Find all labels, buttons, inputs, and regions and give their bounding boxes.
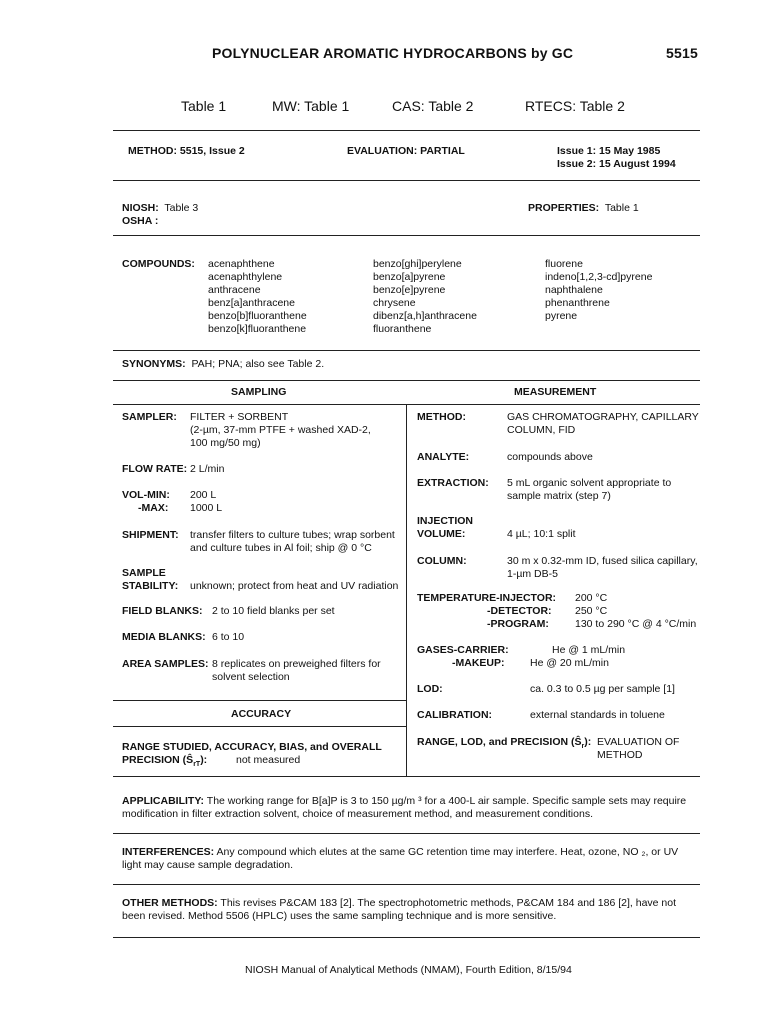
compound-item: benzo[b]fluoranthene xyxy=(208,310,307,322)
area-samples-label: AREA SAMPLES: xyxy=(122,658,209,670)
measurement-heading: MEASUREMENT xyxy=(514,386,597,398)
compounds-column-3 xyxy=(545,258,652,323)
precision-label: PRECISION (Ŝ xyxy=(122,754,194,766)
divider xyxy=(113,776,700,777)
sampler-line: 100 mg/50 mg) xyxy=(190,437,261,449)
extraction-line: sample matrix (step 7) xyxy=(507,490,611,502)
compound-item: acenaphthylene xyxy=(208,271,283,283)
field-blanks-value: 2 to 10 field blanks per set xyxy=(212,605,335,617)
sampling-heading: SAMPLING xyxy=(231,386,287,398)
lod-label: LOD: xyxy=(417,683,443,695)
sampler-line: FILTER + SORBENT xyxy=(190,411,289,423)
applicability-label: APPLICABILITY: xyxy=(122,795,205,807)
rlp-close: ): xyxy=(584,736,592,748)
vol-min-label: VOL-MIN: xyxy=(122,489,170,501)
document-title: POLYNUCLEAR AROMATIC HYDROCARBONS by GC xyxy=(212,45,574,61)
precision-subscript: rT xyxy=(193,761,201,769)
divider xyxy=(113,726,406,727)
temp-detector-value: 250 °C xyxy=(575,605,608,617)
gases-carrier-value: He @ 1 mL/min xyxy=(552,644,626,656)
compound-item: chrysene xyxy=(373,297,416,309)
compound-item: fluoranthene xyxy=(373,323,432,335)
issue-2-date: Issue 2: 15 August 1994 xyxy=(557,158,676,170)
method-line: GAS CHROMATOGRAPHY, CAPILLARY xyxy=(507,411,699,423)
interferences xyxy=(122,846,694,872)
id-cas: CAS: Table 2 xyxy=(392,98,474,114)
analyte-label: ANALYTE: xyxy=(417,451,470,463)
rlp-line: METHOD xyxy=(597,749,643,761)
gases-makeup-label: -MAKEUP: xyxy=(452,657,505,669)
osha-label: OSHA : xyxy=(122,215,159,227)
divider xyxy=(113,380,700,381)
vol-max-value: 1000 L xyxy=(190,502,223,514)
properties-value: Table 1 xyxy=(604,202,639,214)
flow-rate-value: 2 L/min xyxy=(190,463,225,475)
compound-item: benzo[e]pyrene xyxy=(373,284,446,296)
stability-label-1: SAMPLE xyxy=(122,567,166,579)
method-issue: METHOD: 5515, Issue 2 xyxy=(128,145,245,157)
compound-item: fluorene xyxy=(545,258,583,270)
applicability-text: The working range for B[a]P is 3 to 150 µg/m ³ for a 400-L air sample. Specific sample sets may require modification in filter extraction solvent, choice of measurement method, and measurement conditions. xyxy=(122,795,687,820)
divider xyxy=(113,884,700,885)
compound-item: benzo[k]fluoranthene xyxy=(208,323,307,335)
compound-item: benz[a]anthracene xyxy=(208,297,295,309)
niosh-label: NIOSH: xyxy=(122,202,159,214)
field-blanks-label: FIELD BLANKS: xyxy=(122,605,203,617)
area-samples-line: solvent selection xyxy=(212,671,290,683)
column-value xyxy=(507,555,698,581)
vol-min-value: 200 L xyxy=(190,489,217,501)
temp-injector-label: TEMPERATURE-INJECTOR: xyxy=(417,592,557,604)
compound-item: acenaphthene xyxy=(208,258,275,270)
synonyms xyxy=(122,358,324,371)
synonyms-value: PAH; PNA; also see Table 2. xyxy=(191,358,325,370)
method-line: COLUMN, FID xyxy=(507,424,576,436)
area-samples-value xyxy=(212,658,381,684)
extraction-label: EXTRACTION: xyxy=(417,477,489,489)
flow-rate xyxy=(122,463,224,476)
sampler-line: (2-µm, 37-mm PTFE + washed XAD-2, xyxy=(190,424,371,436)
precision-row xyxy=(122,754,207,771)
id-rtecs: RTECS: Table 2 xyxy=(525,98,625,114)
sampler-label: SAMPLER: xyxy=(122,411,177,423)
compounds-label: COMPOUNDS: xyxy=(122,258,195,270)
calibration-label: CALIBRATION: xyxy=(417,709,493,721)
synonyms-label: SYNONYMS: xyxy=(122,358,186,370)
shipment-line: transfer filters to culture tubes; wrap sorbent xyxy=(190,529,395,541)
range-lod-precision xyxy=(417,736,591,753)
interferences-label: INTERFERENCES: xyxy=(122,846,215,858)
shipment-label: SHIPMENT: xyxy=(122,529,179,541)
gases-carrier-label: GASES-CARRIER: xyxy=(417,644,509,656)
rlp-value xyxy=(597,736,679,762)
compound-item: anthracene xyxy=(208,284,261,296)
method-number: 5515 xyxy=(666,45,698,61)
niosh-limit xyxy=(122,202,198,215)
calibration-value: external standards in toluene xyxy=(530,709,665,721)
rlp-subscript: r xyxy=(581,743,585,751)
temp-program-value: 130 to 290 °C @ 4 °C/min xyxy=(575,618,697,630)
extraction-line: 5 mL organic solvent appropriate to xyxy=(507,477,672,489)
footer-text: NIOSH Manual of Analytical Methods (NMAM), Fourth Edition, 8/15/94 xyxy=(245,964,572,976)
temp-program-label: -PROGRAM: xyxy=(487,618,549,630)
media-blanks-value: 6 to 10 xyxy=(212,631,245,643)
divider xyxy=(113,937,700,938)
compound-item: indeno[1,2,3-cd]pyrene xyxy=(545,271,653,283)
extraction-value xyxy=(507,477,671,503)
other-methods-label: OTHER METHODS: xyxy=(122,897,218,909)
divider xyxy=(113,833,700,834)
stability-label-2: STABILITY: xyxy=(122,580,179,592)
injection-label-2: VOLUME: xyxy=(417,528,466,540)
accuracy-heading: ACCURACY xyxy=(231,708,292,720)
temp-injector-value: 200 °C xyxy=(575,592,608,604)
method-value xyxy=(507,411,699,437)
lod-value: ca. 0.3 to 0.5 µg per sample [1] xyxy=(530,683,675,695)
niosh-value: Table 3 xyxy=(164,202,199,214)
compound-item: benzo[ghi]perylene xyxy=(373,258,462,270)
divider xyxy=(113,130,700,131)
injection-label-1: INJECTION xyxy=(417,515,474,527)
temp-detector-label: -DETECTOR: xyxy=(487,605,552,617)
shipment-value xyxy=(190,529,395,555)
shipment-line: and culture tubes in Al foil; ship @ 0 °C xyxy=(190,542,372,554)
range-studied-label: RANGE STUDIED, ACCURACY, BIAS, and OVERALL xyxy=(122,741,382,753)
properties xyxy=(528,202,639,215)
area-samples-line: 8 replicates on preweighed filters for xyxy=(212,658,381,670)
id-mw: MW: Table 1 xyxy=(272,98,350,114)
compounds-column-2 xyxy=(373,258,477,336)
divider xyxy=(113,180,700,181)
evaluation: EVALUATION: PARTIAL xyxy=(347,145,465,157)
compound-item: pyrene xyxy=(545,310,578,322)
column-divider xyxy=(406,404,407,776)
precision-value: not measured xyxy=(236,754,301,766)
compound-item: benzo[a]pyrene xyxy=(373,271,446,283)
divider xyxy=(113,700,406,701)
column-line: 1-µm DB-5 xyxy=(507,568,558,580)
issue-1-date: Issue 1: 15 May 1985 xyxy=(557,145,661,157)
stability-value: unknown; protect from heat and UV radiation xyxy=(190,580,399,592)
compound-item: phenanthrene xyxy=(545,297,610,309)
other-methods-text: This revises P&CAM 183 [2]. The spectrophotometric methods, P&CAM 184 and 186 [2], have not been revised. Method 5506 (HPLC) uses the same sampling technique and is more sensitive. xyxy=(122,897,677,922)
column-label: COLUMN: xyxy=(417,555,467,567)
compounds-column-1 xyxy=(208,258,307,336)
analyte-value: compounds above xyxy=(507,451,593,463)
sampler-value xyxy=(190,411,371,450)
column-line: 30 m x 0.32-mm ID, fused silica capillary, xyxy=(507,555,698,567)
applicability xyxy=(122,795,694,821)
interferences-text: Any compound which elutes at the same GC retention time may interfere. Heat, ozone, NO ₂, or UV light may cause sample degradation. xyxy=(122,846,679,871)
divider xyxy=(113,350,700,351)
injection-value: 4 µL; 10:1 split xyxy=(507,528,576,540)
divider xyxy=(113,235,700,236)
method-label: METHOD: xyxy=(417,411,466,423)
vol-max-label: -MAX: xyxy=(138,502,169,514)
rlp-label: RANGE, LOD, and PRECISION (Ŝ xyxy=(417,736,582,748)
compound-item: dibenz[a,h]anthracene xyxy=(373,310,477,322)
id-table: Table 1 xyxy=(181,98,227,114)
precision-close: ): xyxy=(200,754,208,766)
compound-item: naphthalene xyxy=(545,284,603,296)
other-methods xyxy=(122,897,694,923)
rlp-line: EVALUATION OF xyxy=(597,736,680,748)
gases-makeup-value: He @ 20 mL/min xyxy=(530,657,609,669)
media-blanks-label: MEDIA BLANKS: xyxy=(122,631,206,643)
flow-rate-label: FLOW RATE: xyxy=(122,463,188,475)
properties-label: PROPERTIES: xyxy=(528,202,600,214)
